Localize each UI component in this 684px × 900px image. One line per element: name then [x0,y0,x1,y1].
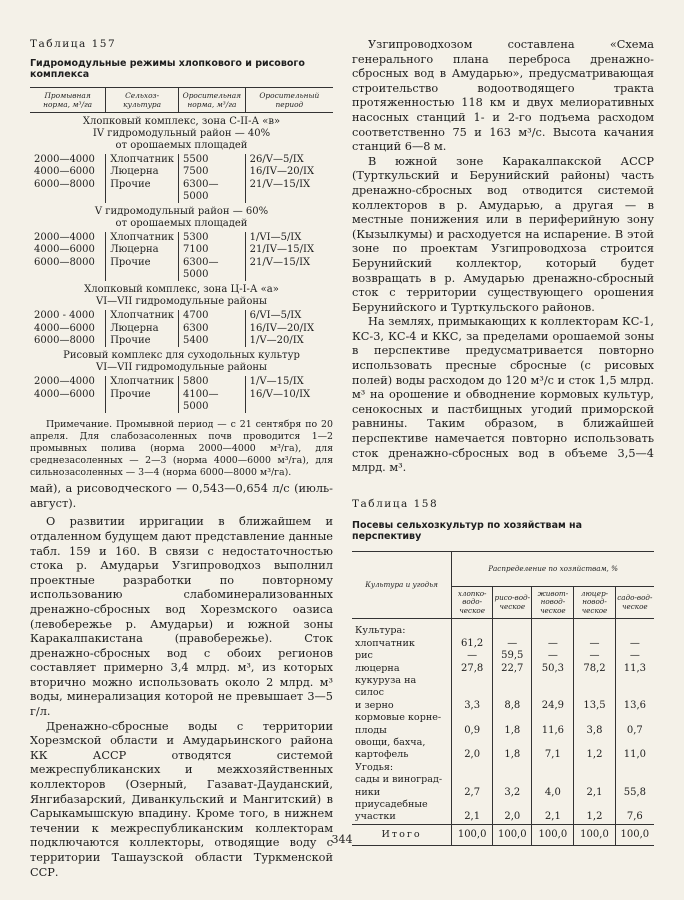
table-cell: 78,2 [574,663,615,675]
table-cell [493,712,532,724]
table-cell: 2,7 [452,787,493,799]
section-heading-line: VI—VII гидромодульные районы [96,362,267,374]
section-heading-line: V гидромодульный район — 60% [94,206,269,218]
table-cell: 16/IV—20/IX [245,323,333,335]
table-cell: — [615,650,654,662]
table-cell [532,619,574,638]
table-cell: — [532,650,574,662]
table-157-header [30,88,333,113]
table-cell: сады и виноград- [355,774,443,786]
column-header: садо-вод-ческое [615,586,654,619]
table-cell: 7100 [179,244,246,256]
section-heading [30,281,333,310]
table-cell [574,619,615,638]
table-158-body [352,619,654,846]
table-row [352,725,654,737]
section-heading-line: от орошаемых площадей [115,218,248,230]
table-cell: 59,5 [493,650,532,662]
table-cell [532,799,574,811]
table-158 [352,551,654,846]
paragraph: Узгипроводхозом составлена «Схема генерального плана переброса дренажно-сбросных вод в Амударью», предусматривающая строительство водоотводящего тракта протяженностью 118 км и двух мелиоративных насосных станций 1- и 2-го подъема расходом соответственно 75 и 163 м³/с. Высота качания станций 6—8 м. [352,38,654,154]
table-cell: 2,0 [493,811,532,824]
table-cell [532,712,574,724]
table-cell [574,774,615,786]
table-cell [493,619,532,638]
table-cell: 21/IV—15/IX [245,244,333,256]
table-row [30,232,333,244]
table-cell [532,737,574,749]
table-cell: 22,7 [493,663,532,675]
table-row [30,179,333,204]
table-cell: и зерно [355,699,394,711]
table-cell: 24,9 [532,700,574,712]
table-cell [532,675,574,700]
table-cell: 1,8 [493,725,532,737]
table-cell [493,799,532,811]
page-number: 344 [331,833,353,846]
table-cell [452,774,493,786]
table-row [352,700,654,712]
table-row [30,310,333,322]
table-row [352,638,654,650]
table-cell: — [574,638,615,650]
table-row [352,675,654,700]
paragraph: В южной зоне Каракалпакской АССР (Турткульский и Берунийский районы) часть дренажно-сбросных вод отводится системой коллекторов в р. Амударью, а другая — в местные понижения или в периферийную зону (Кызылкумы) и расходуется на испарение. В этой зоне по проектам Узгипроводхоза строится Берунийский коллектор, который будет возвращать в р. Амударью дренажно-сбросный сток с территории существующего орошения Берунийского и Турткульского районов. [352,154,654,314]
table-row [352,787,654,799]
table-row [352,762,654,774]
table-cell: Люцерна [106,323,179,335]
table-cell: 5800 [179,376,246,388]
table-cell: 2,1 [532,811,574,824]
table-cell: картофель [355,749,409,761]
table-cell: Хлопчатник [106,376,179,388]
table-cell [615,675,654,700]
table-cell: 26/V—5/IX [245,154,333,166]
table-cell: 4000—6000 [34,166,95,178]
table-cell [532,762,574,774]
table-cell: 8,8 [493,700,532,712]
table-cell [452,737,493,749]
table-cell: 5300 [179,232,246,244]
table-cell: 21/V—15/IX [245,179,333,204]
table-cell: 2000 - 4000 [34,310,95,322]
table-cell: 11,3 [615,663,654,675]
table-cell: 7,6 [615,811,654,824]
table-cell: кукуруза на силос [355,674,417,699]
table-row [30,389,333,414]
table-cell: 100,0 [452,824,493,845]
table-cell: — [452,650,493,662]
table-cell: 2,0 [452,749,493,761]
table-cell [452,799,493,811]
table-cell: 4000—6000 [34,244,95,256]
table-cell [615,737,654,749]
section-heading-line: от орошаемых площадей [115,140,248,151]
table-cell: — [493,638,532,650]
table-cell: 5400 [179,335,246,347]
table-cell: ники [355,786,381,798]
table-row [30,154,333,166]
section-heading [30,203,333,232]
header-cell: Оросительный период [245,88,333,113]
table-cell: 2000—4000 [34,154,95,165]
table-cell: 6300—5000 [179,179,246,204]
section-heading [30,347,333,376]
table-cell: 16/V—10/IX [245,389,333,414]
table-cell: плоды [355,724,387,736]
table-cell: 6000—8000 [34,178,95,190]
paragraph: май), а рисоводческого — 0,543—0,654 л/с (июль-август). [30,482,333,510]
table-row [352,619,654,638]
table-cell: 3,3 [452,700,493,712]
table-cell: 4700 [179,310,246,322]
table-cell: Хлопчатник [106,154,179,166]
table-cell: 5500 [179,154,246,166]
table-cell: 2000—4000 [34,232,95,244]
table-cell: 3,2 [493,787,532,799]
table-cell: 4100—5000 [179,389,246,414]
table-157-block [30,38,333,880]
table-row [30,335,333,347]
table-cell: 100,0 [574,824,615,845]
section-heading-line: Рисовый комплекс для суходольных культур [63,350,300,362]
right-column [352,38,654,846]
table-cell [493,675,532,700]
table-cell: кормовые корне- [355,712,442,724]
table-cell: Прочие [106,389,179,414]
table-cell [574,762,615,774]
table-cell: люцерна [355,662,400,674]
section-heading-line: Хлопковый комплекс, зона С-II-А «в» [82,116,281,127]
table-row [352,663,654,675]
paragraph: Дренажно-сбросные воды с территории Хорезмской области и Амударьинского района КК АССР отводятся системой межреспубликанских и межхозяйственных коллекторов (Озерный, Газават-Дауданский, Янгибазарский, Диванкульский и Мангитский) в Сарыкамышскую впадину. Кроме того, в нижнем течении к межреспубликанским коллекторам подключаются коллекторы, отводящие воду с территории Ташаузской области Туркменской ССР. [30,719,333,879]
table-cell: 4,0 [532,787,574,799]
table-cell: 1,2 [574,811,615,824]
table-cell: — [615,638,654,650]
table-cell: 6300 [179,323,246,335]
header-cell: Промывная норма, м³/га [30,88,106,113]
table-cell: рис [355,650,373,662]
table-cell: Прочие [106,335,179,347]
table-cell [574,737,615,749]
table-row [30,166,333,178]
table-cell: 13,5 [574,700,615,712]
header-cell: Сельхоз-культура [106,88,179,113]
table-cell: 21/V—15/IX [245,257,333,282]
column-header: люцер-новод-ческое [574,586,615,619]
table-cell: 100,0 [615,824,654,845]
section-heading-line: VI—VII гидромодульные районы [96,296,267,308]
table-cell [452,675,493,700]
table-cell: 1/VI—5/IX [245,232,333,244]
table-157-body [30,113,333,414]
table-158-block [352,498,654,846]
table-cell [493,774,532,786]
table-row [30,323,333,335]
table-cell [452,762,493,774]
table-cell: Хлопчатник [106,232,179,244]
table-158-caption: Посевы сельхозкультур по хозяйствам на перспективу [352,519,583,542]
table-cell: 7500 [179,166,246,178]
table-cell [615,762,654,774]
table-cell: 7,1 [532,749,574,761]
table-cell: 0,9 [452,725,493,737]
table-158-header-row [352,551,654,586]
table-cell: овощи, бахча, [355,736,426,748]
table-cell [532,774,574,786]
table-cell [574,675,615,700]
table-cell: 6300—5000 [179,257,246,282]
table-row [352,774,654,786]
table-cell: — [574,650,615,662]
table-cell: 50,3 [532,663,574,675]
section-heading [30,113,333,155]
table-cell: 11,6 [532,725,574,737]
paragraph: На землях, примыкающих к коллекторам КС-1, КС-3, КС-4 и ККС, за пределами орошаемой зоны в перспективе предусматривается повторно использовать пресные сбросные (с рисовых полей) воды расходом до 120 м³/с и сток 1,5 млрд. м³ на орошение и обводнение кормовых культур, сенокосных и пастбищных угодий приморской равнины. Таким образом, в ближайшей перспективе намечается повторно использовать сток дренажно-сбросных вод в объеме 3,5—4 млрд. м³. [352,315,655,475]
table-cell: — [532,638,574,650]
table-cell [615,799,654,811]
table-cell: Прочие [106,257,179,282]
table-cell: 100,0 [493,824,532,845]
table-cell [493,737,532,749]
left-text [30,482,333,880]
table-cell: 4000—6000 [34,322,95,334]
table-cell: 2,1 [574,787,615,799]
table-row [352,712,654,724]
table-cell: 6000—8000 [34,256,95,268]
table-cell: 11,0 [615,749,654,761]
table-cell: 1,2 [574,749,615,761]
table-cell [452,712,493,724]
table-row [352,811,654,824]
table-cell: 27,8 [452,663,493,675]
table-cell: 1,8 [493,749,532,761]
table-cell: 2,1 [452,811,493,824]
table-cell [615,774,654,786]
table-row [30,257,333,282]
table-cell: 6/VI—5/IX [245,310,333,322]
table-cell: 1/V—20/IX [245,335,333,347]
table-cell [493,762,532,774]
section-heading-line: Хлопковый комплекс, зона Ц-I-А «а» [84,284,279,296]
table-cell: участки [355,811,396,823]
table-cell: 3,8 [574,725,615,737]
table-cell: приусадебные [355,799,428,810]
table-cell: 16/IV—20/IX [245,166,333,178]
table-cell: Люцерна [106,166,179,178]
table-cell: Прочие [106,179,179,204]
table-cell: Угодья: [355,761,394,773]
right-text [352,38,654,476]
table-cell: Хлопчатник [106,310,179,322]
table-cell [615,712,654,724]
table-cell [574,799,615,811]
table-cell [452,619,493,638]
table-cell: 6000—8000 [34,334,95,346]
table-cell: Люцерна [106,244,179,256]
column-header: живот-новод-ческое [532,586,574,619]
table-cell [615,619,654,638]
table-row [352,749,654,761]
table-157-note: Примечание. Промывной период — с 21 сентября по 20 апреля. Для слабозасоленных почв проводится 1—2 промывных полива (норма 2000—4000 м³/га), для среднезасоленных — 2—3 (норма 4000—6000 м³/га), для сильнозасоленных — 3—4 (норма 6000—8000 м³/га). [30,419,333,479]
table-row [352,799,654,811]
column-header: хлопко-водо-ческое [452,586,493,619]
table-row [352,650,654,662]
table-row [30,376,333,388]
table-cell: хлопчатник [355,637,415,649]
table-cell: Культура: [355,625,406,637]
table-158-label: Таблица 158 [352,497,439,510]
table-cell: 61,2 [452,638,493,650]
table-cell [574,712,615,724]
table-row [352,737,654,749]
paragraph: О развитии ирригации в ближайшем и отдаленном будущем дают представление данные табл. 159 и 160. В связи с недостаточностью стока р. Амударьи Узгипроводхоз выполнил проектные разработки по повторному использованию слабоминерализованных дренажно-сбросных вод Хорезмского оазиса (левобережье р. Амударьи) и южной зоны Каракалпакистана (правобережье). Сток дренажно-сбросных вод с обоих регионов составляет примерно 3,4 млрд. м³, из которых вторично можно использовать около 2 млрд. м³ воды, минерализация которой не превышает 3—5 г/л. [30,515,333,719]
table-cell: 2000—4000 [34,376,95,388]
header-cell: Культура и угодья [352,551,452,619]
header-cell: Оросительная норма, м³/га [179,88,246,113]
table-cell: 13,6 [615,700,654,712]
table-157 [30,87,333,413]
table-cell: 1/V—15/IX [245,376,333,388]
table-cell: Итого [352,824,452,845]
header-group: Распределение по хозяйствам, % [452,551,654,586]
table-cell: 100,0 [532,824,574,845]
table-row [30,244,333,256]
table-cell: 4000—6000 [34,388,95,400]
table-cell: 55,8 [615,787,654,799]
table-157-label: Таблица 157 [30,38,117,50]
table-157-caption: Гидромодульные режимы хлопкового и рисового комплекса [30,58,305,80]
table-cell: 0,7 [615,725,654,737]
column-header: рисо-вод-ческое [493,586,532,619]
section-heading-line: IV гидромодульный район — 40% [92,128,271,139]
